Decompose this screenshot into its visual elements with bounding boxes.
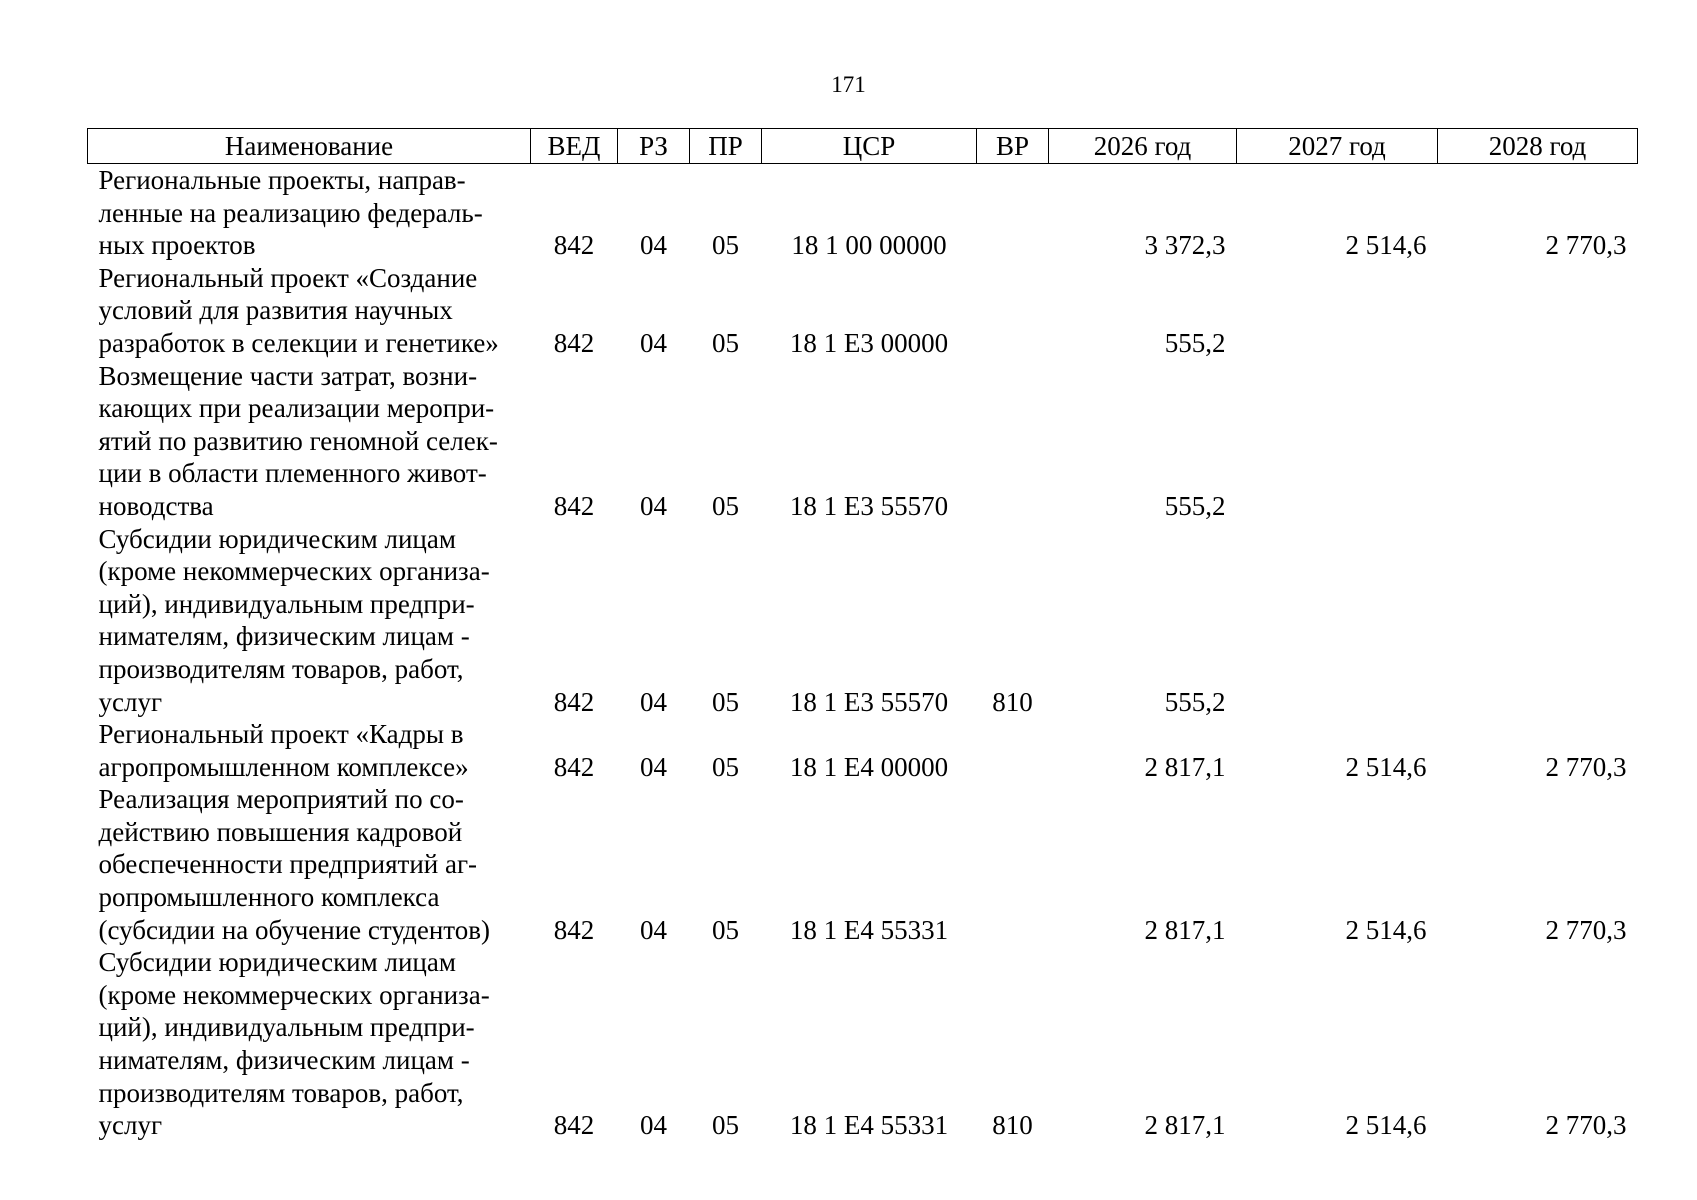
cell-name: [88, 262, 531, 360]
page-number: 171: [831, 72, 866, 97]
cell-2027: 2 514,6: [1345, 1110, 1427, 1141]
cell-vr: 810: [992, 686, 1033, 717]
cell-2026: 555,2: [1164, 327, 1226, 358]
cell-pr: 05: [712, 1110, 739, 1141]
cell-name: [88, 523, 531, 719]
cell-csr: 18 1 Е3 00000: [789, 327, 949, 358]
header-rz: РЗ: [618, 129, 690, 164]
name-line: услуг: [98, 686, 163, 717]
name-line: ятий по развитию геномной селек-: [98, 425, 498, 456]
cell-2028: [1438, 523, 1638, 719]
name-line: (субсидии на обучение студентов): [98, 914, 490, 945]
cell-rz: 04: [640, 686, 667, 717]
cell-2027: 2 514,6: [1345, 230, 1427, 261]
header-ved: ВЕД: [531, 129, 618, 164]
name-line: кающих при реализации меропри-: [98, 393, 495, 424]
cell-ved: 842: [553, 686, 595, 717]
cell-2027: [1237, 523, 1438, 719]
cell-ved: 842: [553, 327, 595, 358]
table-row: [88, 262, 1638, 360]
cell-rz: 04: [640, 1110, 667, 1141]
table-row: [88, 946, 1638, 1142]
cell-csr: 18 1 Е4 00000: [789, 751, 949, 782]
cell-name: [88, 164, 531, 262]
name-line: новодства: [98, 490, 214, 521]
name-line: Возмещение части затрат, возни-: [98, 360, 478, 391]
cell-2027: 2 514,6: [1345, 914, 1427, 945]
cell-ved: 842: [553, 914, 595, 945]
cell-2028: 2 770,3: [1545, 914, 1627, 945]
name-line: нимателям, физическим лицам -: [98, 621, 470, 652]
table-header: [88, 129, 1638, 164]
name-line: ций), индивидуальным предпри-: [98, 588, 475, 619]
name-line: действию повышения кадровой: [98, 816, 463, 847]
name-line: агропромышленном комплексе»: [98, 751, 469, 782]
cell-csr: 18 1 Е4 55331: [789, 1110, 949, 1141]
cell-csr: 18 1 Е3 55570: [789, 490, 949, 521]
cell-csr: 18 1 Е4 55331: [789, 914, 949, 945]
table-row: [88, 718, 1638, 783]
name-line: производителям товаров, работ,: [98, 1077, 464, 1108]
cell-vr: [977, 164, 1049, 262]
name-line: (кроме некоммерческих организа-: [98, 556, 490, 587]
name-line: ных проектов: [98, 230, 256, 261]
cell-pr: 05: [712, 751, 739, 782]
name-line: услуг: [98, 1110, 163, 1141]
cell-rz: 04: [640, 230, 667, 261]
name-line: Субсидии юридическим лицам: [98, 523, 456, 554]
cell-vr: 810: [992, 1110, 1033, 1141]
header-vr: ВР: [977, 129, 1049, 164]
table-row: [88, 783, 1638, 946]
table-body: [88, 164, 1638, 1142]
cell-ved: 842: [553, 490, 595, 521]
cell-rz: 04: [640, 327, 667, 358]
table-row: [88, 523, 1638, 719]
name-line: ций), индивидуальным предпри-: [98, 1012, 475, 1043]
cell-pr: 05: [712, 914, 739, 945]
cell-pr: 05: [712, 686, 739, 717]
cell-2027: [1237, 262, 1438, 360]
name-line: Региональный проект «Создание: [98, 262, 478, 293]
name-line: разработок в селекции и генетике»: [98, 327, 499, 358]
name-line: нимателям, физическим лицам -: [98, 1045, 470, 1076]
cell-2026: 2 817,1: [1144, 751, 1226, 782]
name-line: Региональные проекты, направ-: [98, 165, 466, 195]
cell-2026: 555,2: [1164, 686, 1226, 717]
cell-2026: 3 372,3: [1144, 230, 1226, 261]
cell-2028: [1438, 262, 1638, 360]
header-pr: ПР: [690, 129, 762, 164]
name-line: Реализация мероприятий по со-: [98, 784, 464, 815]
header-name: Наименование: [88, 129, 531, 164]
cell-pr: 05: [712, 490, 739, 521]
cell-ved: 842: [553, 230, 595, 261]
name-line: условий для развития научных: [98, 295, 453, 326]
header-2028: 2028 год: [1438, 129, 1638, 164]
name-line: (кроме некоммерческих организа-: [98, 979, 490, 1010]
name-line: ропромышленного комплекса: [98, 882, 440, 913]
table-row: [88, 164, 1638, 262]
cell-name: [88, 718, 531, 783]
cell-2026: 555,2: [1164, 490, 1226, 521]
cell-pr: 05: [712, 327, 739, 358]
cell-rz: 04: [640, 490, 667, 521]
header-row: [88, 129, 1638, 164]
cell-2028: 2 770,3: [1545, 751, 1627, 782]
cell-vr: [977, 783, 1049, 946]
cell-name: [88, 783, 531, 946]
cell-name: [88, 360, 531, 523]
budget-table: [87, 128, 1638, 1142]
cell-2028: [1438, 360, 1638, 523]
name-line: ленные на реализацию федераль-: [98, 197, 483, 228]
cell-csr: 18 1 00 00000: [791, 230, 947, 261]
cell-2027: [1237, 360, 1438, 523]
header-2027: 2027 год: [1237, 129, 1438, 164]
cell-2026: 2 817,1: [1144, 914, 1226, 945]
cell-ved: 842: [553, 1110, 595, 1141]
cell-2028: 2 770,3: [1545, 1110, 1627, 1141]
cell-vr: [977, 360, 1049, 523]
header-csr: ЦСР: [762, 129, 977, 164]
cell-rz: 04: [640, 914, 667, 945]
cell-csr: 18 1 Е3 55570: [789, 686, 949, 717]
cell-pr: 05: [712, 230, 739, 261]
cell-2027: 2 514,6: [1345, 751, 1427, 782]
cell-rz: 04: [640, 751, 667, 782]
table-row: [88, 360, 1638, 523]
cell-2028: 2 770,3: [1545, 230, 1627, 261]
name-line: обеспеченности предприятий аг-: [98, 849, 478, 880]
cell-name: [88, 946, 531, 1142]
cell-vr: [977, 718, 1049, 783]
cell-vr: [977, 262, 1049, 360]
name-line: Региональный проект «Кадры в: [98, 719, 464, 750]
header-2026: 2026 год: [1049, 129, 1237, 164]
cell-ved: 842: [553, 751, 595, 782]
name-line: Субсидии юридическим лицам: [98, 947, 456, 978]
name-line: ции в области племенного живот-: [98, 458, 487, 489]
cell-2026: 2 817,1: [1144, 1110, 1226, 1141]
name-line: производителям товаров, работ,: [98, 653, 464, 684]
